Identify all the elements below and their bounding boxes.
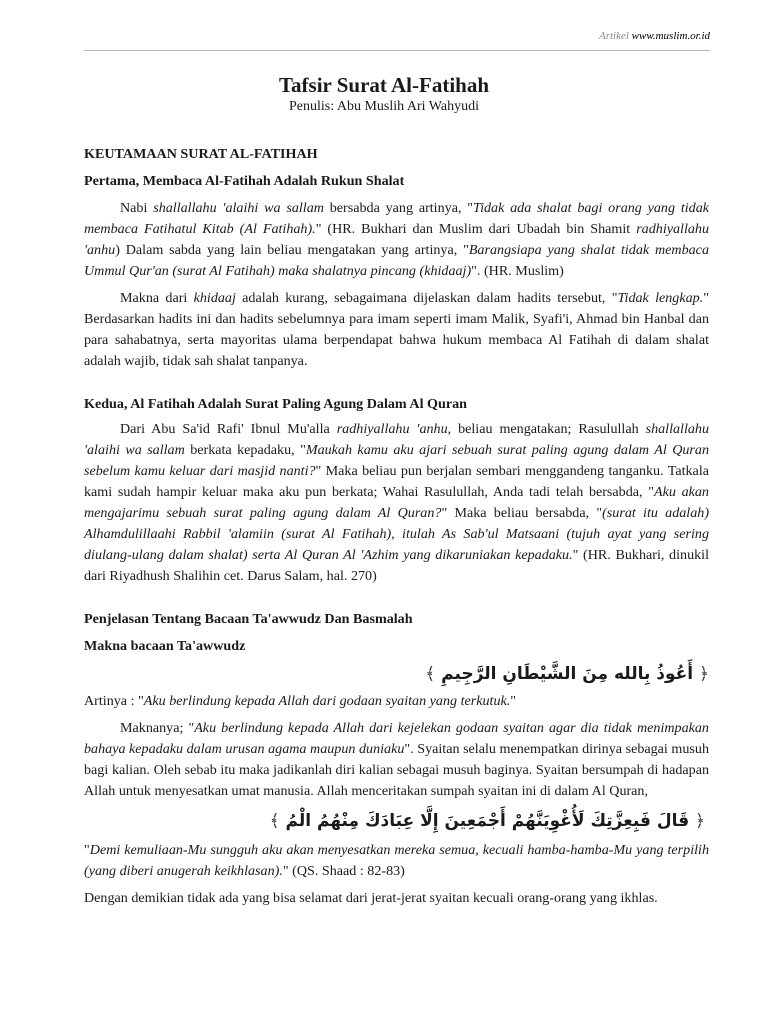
subsection-heading-makna-taawwudz: Makna bacaan Ta'awwudz [84,638,246,654]
paragraph-artinya: Artinya : "Aku berlindung kepada Allah dari godaan syaitan yang terkutuk." [84,693,517,709]
section-heading-keutamaan: KEUTAMAAN SURAT AL-FATIHAH [84,146,318,162]
section-heading-penjelasan: Penjelasan Tentang Bacaan Ta'awwudz Dan Basmalah [84,611,413,627]
header-site-link[interactable]: www.muslim.or.id [631,30,710,42]
arabic-qs-shaad: ﴿ قَالَ فَبِعِزَّتِكَ لَأُغْوِيَنَّهُمْ أَجْمَعِينَ إِلَّا عِبَادَكَ مِنْهُمُ الْمُ ﴾ [269,811,705,831]
paragraph-maknanya: Maknanya; "Aku berlindung kepada Allah dari kejelekan godaan syaitan agar dia tidak menimpakan bahaya kepadaku dalam urusan agama maupun duniaku". Syaitan selalu menempatkan dirinya sebagai musuh bagi kalian. Oleh sebab itu maka jadikanlah diri kalian sebagai musuh baginya. Syaitan bersumpah di hadapan Allah untuk menyesatkan umat manusia. Allah menceritakan sumpah syaitan ini di dalam Al Quran, [84,720,709,799]
paragraph-surat-paling-agung: Dari Abu Sa'id Rafi' Ibnul Mu'alla radhiyallahu 'anhu, beliau mengatakan; Rasulullah shallallahu 'alaihi wa sallam berkata kepadaku, "Maukah kamu aku ajari sebuah surat paling agung dalam Al Quran sebelum kamu keluar dari masjid nanti?" Maka beliau pun berjalan sembari menggandeng tanganku. Tatkala kami sudah hampir keluar maka aku pun berkata; Wahai Rasulullah, Anda tadi telah bersabda, "Aku akan mengajarimu sebuah surat paling agung dalam Al Quran?" Maka beliau bersabda, "(surat itu adalah) Alhamdulillaahi Rabbil 'alamiin (surat Al Fatihah), itulah As Sab'ul Matsaani (tujuh ayat yang sering diulang-ulang dalam shalat) serta Al Quran Al 'Azhim yang dikaruniakan kepadaku." (HR. Bukhari, dinukil dari Riyadhush Shalihin cet. Darus Salam, hal. 270) [84,421,710,584]
paragraph-dengan-demikian: Dengan demikian tidak ada yang bisa selamat dari jerat-jerat syaitan kecuali orang-orang yang ikhlas. [84,890,658,906]
document-title: Tafsir Surat Al-Fatihah [278,73,490,97]
paragraph-rukun-shalat: Nabi shallallahu 'alaihi wa sallam bersabda yang artinya, "Tidak ada shalat bagi orang yang tidak membaca Fatihatul Kitab (Al Fatihah)." (HR. Bukhari dan Muslim dari Ubadah bin Shamit radhiyallahu 'anhu) Dalam sabda yang lain beliau mengatakan yang artinya, "Barangsiapa yang shalat tidak membaca Ummul Qur'an (surat Al Fatihah) maka shalatnya pincang (khidaaj)". (HR. Muslim) [84,200,710,279]
document-body [84,144,709,909]
subsection-heading-kedua: Kedua, Al Fatihah Adalah Surat Paling Agung Dalam Al Quran [84,396,467,412]
header-artikel-label: Artikel [598,30,629,42]
document-author: Penulis: Abu Muslih Ari Wahyudi [289,99,479,114]
paragraph-makna-khidaaj: Makna dari khidaaj adalah kurang, sebagaimana dijelaskan dalam hadits tersebut, "Tidak lengkap." Berdasarkan hadits ini dan hadits sebelumnya para imam seperti imam Malik, Syafi'i, Ahmad bin Hanbal dan para sahabatnya, serta mayoritas ulama berpendapat bahwa hukum membaca Al Fatihah di dalam shalat adalah wajib, tidak sah shalat tanpanya. [84,290,709,369]
subsection-heading-pertama: Pertama, Membaca Al-Fatihah Adalah Rukun Shalat [84,173,405,189]
arabic-taawwudz: ﴿ أَعُوذُ بِالله مِنَ الشَّيْطَانِ الرَّجِيمِ ﴾ [425,664,709,684]
paragraph-demi-kemuliaan: "Demi kemuliaan-Mu sungguh aku akan menyesatkan mereka semua, kecuali hamba-hamba-Mu yang terpilih (yang diberi anugerah keikhlasan)." (QS. Shaad : 82-83) [84,842,709,879]
page-header [84,30,710,51]
